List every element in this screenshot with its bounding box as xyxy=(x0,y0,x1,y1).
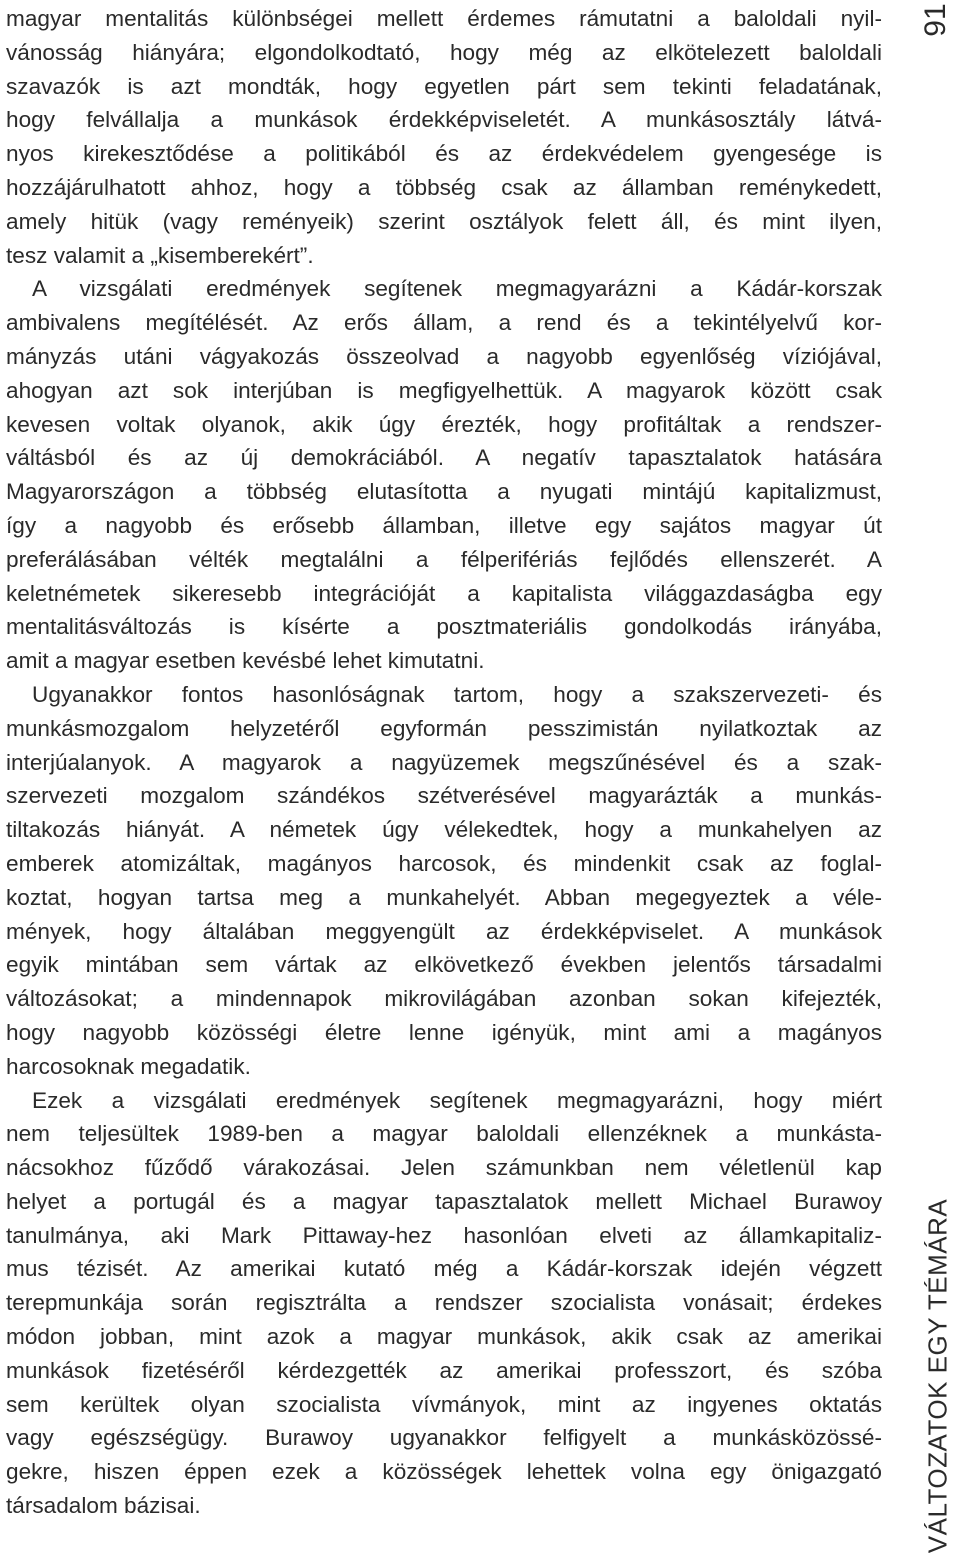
text-line: nácsokhoz fűződő várakozásai. Jelen számunkban nem véletlenül kap xyxy=(6,1155,882,1181)
paragraph xyxy=(6,678,882,1084)
text-line: hogy felvállalja a munkások érdekképviseletét. A munkásosztály látvá- xyxy=(6,107,882,133)
text-line: harcosoknak megadatik. xyxy=(6,1053,251,1079)
body-text xyxy=(6,2,882,1523)
text-line: tanulmánya, aki Mark Pittaway-hez hasonlóan elveti az államkapitaliz- xyxy=(6,1222,882,1248)
running-section-title xyxy=(918,1198,958,1553)
text-line: terepmunkája során regisztrálta a rendszer szocialista vonásait; érdekes xyxy=(6,1290,882,1316)
text-line: hogy nagyobb közösségi életre lenne igényük, mint ami a magányos xyxy=(6,1019,882,1045)
text-line: így a nagyobb és erősebb államban, illetve egy sajátos magyar út xyxy=(6,512,882,538)
text-line: hozzájárulhatott ahhoz, hogy a többség csak az államban reménykedett, xyxy=(6,174,882,200)
text-line: módon jobban, mint azok a magyar munkások, akik csak az amerikai xyxy=(6,1324,882,1350)
text-line: tiltakozás hiányát. A németek úgy vélekedtek, hogy a munkahelyen az xyxy=(6,817,882,843)
text-line: Ugyanakkor fontos hasonlóságnak tartom, hogy a szakszervezeti- és xyxy=(32,681,882,707)
text-line: nyos kirekesztődése a politikából és az érdekvédelem gyengesége is xyxy=(6,141,882,167)
text-line: interjúalanyok. A magyarok a nagyüzemek megszűnésével és a szak- xyxy=(6,749,882,775)
text-line: magyar mentalitás különbségei mellett érdemes rámutatni a baloldali nyil- xyxy=(6,6,882,31)
text-line: egyik mintában sem vártak az elkövetkező években jelentős társadalmi xyxy=(6,952,882,978)
section-title-text: VÁLTOZATOK EGY TÉMÁRA xyxy=(922,1198,953,1553)
text-line: vagy egészségügy. Burawoy ugyanakkor felfigyelt a munkásközössé- xyxy=(6,1425,882,1451)
text-line: társadalom bázisai. xyxy=(6,1493,201,1519)
text-line: Magyarországon a többség elutasította a nyugati mintájú kapitalizmust, xyxy=(6,479,882,505)
text-line: amely hitük (vagy reményeik) szerint osztályok felett áll, és mint ilyen, xyxy=(6,208,882,234)
text-line: ahogyan azt sok interjúban is megfigyelhettük. A magyarok között csak xyxy=(6,377,882,403)
text-line: mányzás utáni vágyakozás összeolvad a nagyobb egyenlőség víziójával, xyxy=(6,343,882,369)
text-line: A vizsgálati eredmények segítenek megmagyarázni a Kádár-korszak xyxy=(32,276,882,302)
text-line: helyet a portugál és a magyar tapasztalatok mellett Michael Burawoy xyxy=(6,1188,882,1214)
text-line: tesz valamit a „kisemberekért”. xyxy=(6,242,314,268)
text-line: preferálásában vélték megtalálni a félperifériás fejlődés ellenszerét. A xyxy=(6,546,882,572)
paragraph xyxy=(6,2,882,272)
paragraph xyxy=(6,1084,882,1523)
text-line: ambivalens megítélését. Az erős állam, a rend és a tekintélyelvű kor- xyxy=(6,310,882,336)
text-line: gekre, hiszen éppen ezek a közösségek lehettek volna egy önigazgató xyxy=(6,1459,882,1485)
text-line: váltásból és az új demokráciából. A negatív tapasztalatok hatására xyxy=(6,445,882,471)
text-line: kevesen voltak olyanok, akik úgy érezték, hogy profitáltak a rendszer- xyxy=(6,411,882,437)
text-line: szavazók is azt mondták, hogy egyetlen párt sem tekinti feladatának, xyxy=(6,73,882,99)
text-line: amit a magyar esetben kevésbé lehet kimutatni. xyxy=(6,648,485,674)
text-line: munkásmozgalom helyzetéről egyformán pesszimistán nyilatkoztak az xyxy=(6,715,882,741)
text-line: mények, hogy általában meggyengült az érdekképviselet. A munkások xyxy=(6,918,882,944)
text-line: nem teljesültek 1989-ben a magyar baloldali ellenzéknek a munkásta- xyxy=(6,1121,882,1147)
text-line: emberek atomizáltak, magányos harcosok, és mindenkit csak az foglal- xyxy=(6,850,882,876)
text-line: keletnémetek sikeresebb integrációját a kapitalista világgazdaságba egy xyxy=(6,580,882,606)
text-line: mus tézisét. Az amerikai kutató még a Kádár-korszak idején végzett xyxy=(6,1256,882,1282)
text-line: mentalitásváltozás is kísérte a posztmateriális gondolkodás irányába, xyxy=(6,614,882,640)
page-number xyxy=(916,0,956,40)
text-line: koztat, hogyan tartsa meg a munkahelyét. Abban megegyeztek a véle- xyxy=(6,884,882,910)
text-line: vánosság hiányára; elgondolkodtató, hogy még az elkötelezett baloldali xyxy=(6,39,882,65)
text-line: szervezeti mozgalom szándékos szétverésével magyarázták a munkás- xyxy=(6,783,882,809)
text-line: változásokat; a mindennapok mikrovilágában azonban sokan kifejezték, xyxy=(6,986,882,1012)
text-line: Ezek a vizsgálati eredmények segítenek megmagyarázni, hogy miért xyxy=(32,1087,882,1113)
text-line: munkások fizetéséről kérdezgették az amerikai professzort, és szóba xyxy=(6,1357,882,1383)
paragraph xyxy=(6,272,882,678)
text-line: sem kerültek olyan szocialista vívmányok, mint az ingyenes oktatás xyxy=(6,1391,882,1417)
page-number-text: 91 xyxy=(919,3,952,37)
